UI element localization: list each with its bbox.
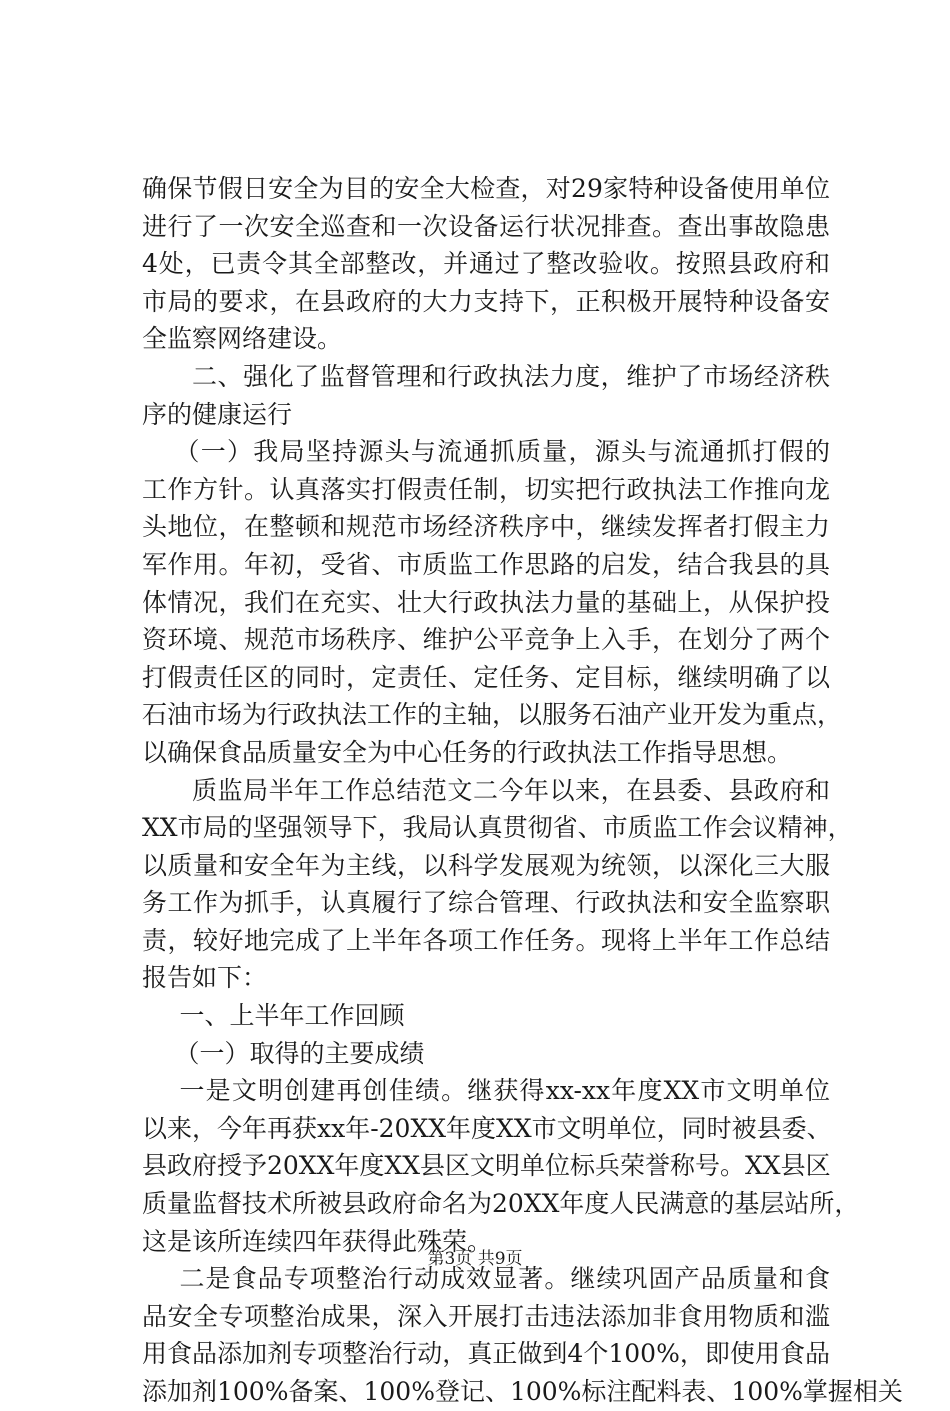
text-line: 体情况，我们在充实、壮大行政执法力量的基础上，从保护投 (142, 587, 830, 617)
text-line: 石油市场为行政执法工作的主轴，以服务石油产业开发为重点， (142, 700, 843, 730)
text-line: 进行了一次安全巡查和一次设备运行状况排查。查出事故隐患 (142, 211, 830, 241)
page-footer: 第3页 共9页 (427, 1249, 523, 1269)
text-line: 市局的要求，在县政府的大力支持下，正积极开展特种设备安 (142, 286, 830, 316)
text-line: 确保节假日安全为目的安全大检查，对29家特种设备使用单位 (142, 174, 830, 203)
text-line: 4处，已责令其全部整改，并通过了整改验收。按照县政府和 (142, 249, 830, 279)
text-line: 务工作为抓手，认真履行了综合管理、行政执法和安全监察职 (142, 888, 830, 918)
text-line: XX市局的坚强领导下，我局认真贯彻省、市质监工作会议精神， (142, 813, 853, 843)
text-line: 以来，今年再获xx年-20XX年度XX市文明单位，同时被县委、 (142, 1113, 832, 1143)
text-line: 一是文明创建再创佳绩。继获得xx-xx年度XX市文明单位 (179, 1076, 830, 1106)
text-line: 县政府授予20XX年度XX县区文明单位标兵荣誉称号。XX县区 (142, 1151, 831, 1181)
text-line: 质监局半年工作总结范文二今年以来，在县委、县政府和 (192, 775, 830, 805)
text-line: 一、上半年工作回顾 (179, 1001, 405, 1031)
text-line: 二是食品专项整治行动成效显著。继续巩固产品质量和食 (179, 1264, 830, 1294)
text-line: 添加剂100%备案、100%登记、100%标注配料表、100%掌握相关 (142, 1377, 903, 1406)
text-line: 二、强化了监督管理和行政执法力度，维护了市场经济秩 (192, 361, 830, 391)
text-line: 军作用。年初，受省、市质监工作思路的启发，结合我县的具 (142, 549, 830, 579)
text-line: 责，较好地完成了上半年各项工作任务。现将上半年工作总结 (142, 925, 830, 955)
text-line: 打假责任区的同时，定责任、定任务、定目标，继续明确了以 (142, 662, 830, 692)
text-line: 头地位，在整顿和规范市场经济秩序中，继续发挥者打假主力 (142, 512, 830, 542)
text-line: 这是该所连续四年获得此殊荣。 (142, 1226, 493, 1256)
text-line: （一）我局坚持源头与流通抓质量，源头与流通抓打假的 (174, 437, 830, 467)
text-line: 资环境、规范市场秩序、维护公平竞争上入手，在划分了两个 (142, 625, 830, 655)
text-line: 以确保食品质量安全为中心任务的行政执法工作指导思想。 (142, 737, 793, 767)
text-line: 序的健康运行 (142, 399, 293, 429)
document-body (142, 170, 903, 1411)
text-line: 全监察网络建设。 (142, 324, 343, 354)
text-line: 用食品添加剂专项整治行动，真正做到4个100%，即使用食品 (142, 1339, 830, 1369)
text-line: 质量监督技术所被县政府命名为20XX年度人民满意的基层站所， (142, 1189, 860, 1219)
text-line: 以质量和安全年为主线，以科学发展观为统领，以深化三大服 (142, 850, 830, 880)
text-line: 品安全专项整治成果，深入开展打击违法添加非食用物质和滥 (142, 1301, 830, 1331)
text-line: 报告如下： (142, 963, 268, 993)
text-line: （一）取得的主要成绩 (174, 1038, 425, 1068)
text-line: 工作方针。认真落实打假责任制，切实把行政执法工作推向龙 (142, 474, 830, 504)
